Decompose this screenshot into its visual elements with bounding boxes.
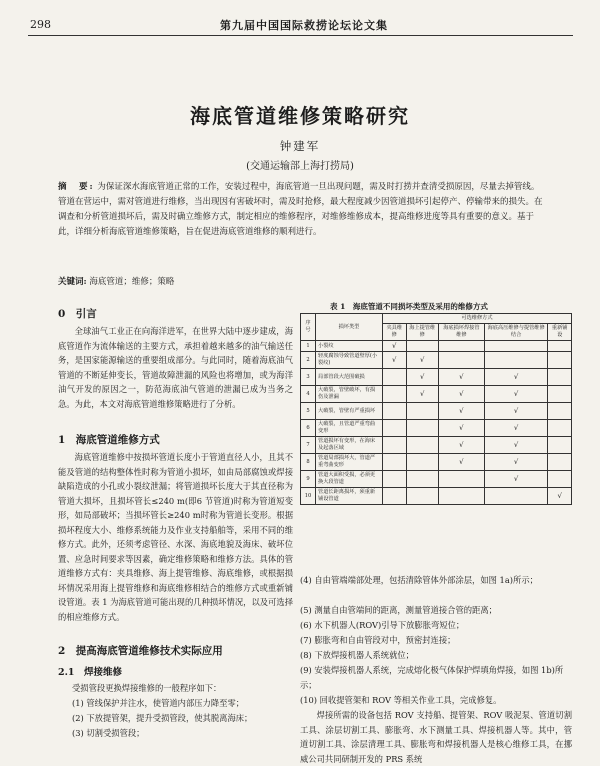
table-cell-check-mark (383, 488, 407, 505)
table-row (301, 454, 572, 471)
table-head-group: 可选维修方式 (383, 314, 572, 324)
table-row (301, 352, 572, 369)
weld-step-9: (9) 安装焊接机器人系统，完成熔化极气体保护焊填角焊接，如图 1b)所示； (300, 665, 564, 690)
table-cell-no: 8 (301, 454, 316, 471)
weld-step-5: (5) 测量自由管端间的距离，测量管道接合管的距离； (300, 605, 497, 615)
table-cell-check-mark: √ (484, 403, 548, 420)
table-cell-check-mark (548, 454, 572, 471)
table-header-row (301, 314, 572, 324)
running-header: 第九届中国国际救捞论坛论文集 (220, 19, 388, 32)
table-cell-check-mark: √ (406, 386, 438, 403)
table-cell-check-mark (383, 420, 407, 437)
table-cell-damage-type: 局部管段大范围破损 (316, 369, 383, 386)
table-cell-damage-type: 大破裂，管壁破坏，有损伤及泄漏 (316, 386, 383, 403)
table-head-type: 损坏类型 (316, 314, 383, 341)
table-cell-check-mark: √ (439, 454, 485, 471)
table-cell-check-mark: √ (406, 369, 438, 386)
table-cell-check-mark (406, 420, 438, 437)
table-cell-check-mark: √ (439, 403, 485, 420)
author: 钟建军 (279, 139, 321, 153)
table-cell-check-mark (439, 352, 485, 369)
table-row (301, 341, 572, 352)
table-cell-no: 9 (301, 471, 316, 488)
table-head-lift: 海上提管维修 (406, 324, 438, 341)
abstract-text: 为保证深水海底管道正常的工作，安装过程中，海底管道一旦出现问题，需及时打捞并查清受损原因，尽量去掉管线。管道在营运中，需对管道进行维修，当出现因有害破坏时，需及时抢修，最大程度减少因管道损坏引起停产、停输带来的损失。在调查和分析管道损坏后，需及时确立维修方式，制定相应的维修程序，对维修维修成本，提高维修进度等具有重要的意义。基于此，详细分析海底管道维修策略，旨在促进海底管道维修的顺利进行。 (58, 182, 543, 237)
table-cell-damage-type: 管道大面积受损，必须更换大段管道 (316, 471, 383, 488)
weld-step-8: (8) 下放焊接机器人系统就位； (300, 650, 414, 660)
paper-title: 海底管道维修策略研究 (190, 104, 410, 128)
table-cell-damage-type: 小裂纹 (316, 341, 383, 352)
table-row (301, 437, 572, 454)
table-row (301, 403, 572, 420)
section-2-heading: 2 提高海底管道维修技术实际应用 (58, 645, 223, 657)
table-cell-no: 4 (301, 386, 316, 403)
table-cell-check-mark (548, 420, 572, 437)
table-cell-check-mark (548, 403, 572, 420)
table-cell-check-mark: √ (484, 437, 548, 454)
table-row (301, 488, 572, 505)
keywords-text: 海底管道；维修；策略 (89, 277, 175, 287)
table-cell-damage-type: 管道长距离损坏，须重新铺设管道 (316, 488, 383, 505)
table-cell-check-mark (548, 386, 572, 403)
table-cell-no: 5 (301, 403, 316, 420)
table-cell-check-mark (548, 437, 572, 454)
section-1-paragraph: 海底管道维修中按损坏管道长度小于管道直径人小，且其不能及管道的结构整体性时称为管道小损坏，如由局部腐蚀或焊接缺陷造成的小孔或小裂纹泄漏；将管道损坏长度大于其直径称为管道大损坏，且损坏管长≤240 m(即6 节管道)时称为管道短变形，如局部破坏；当损坏管长≥240 m时称为管道长变形。根据损坏程度大小、维修系统能力及作业支持船舶等，采用不同的维修方式。此外，还须考虑管径、水深、海底地貌及海床、破坏位置、应急时间要求等因素，确定维修策略和维修方法。具体的管道维修方式有：夹具维修、海上提管维修、海底维修，或根据损坏情况采用海上提管维修和海底维修相结合的维修方式或重新铺设管道。表 1 为海底管道可能出现的几种损坏情况，以及可选择的相应维修方式。 (58, 452, 293, 622)
table-cell-check-mark (484, 341, 548, 352)
section-0-heading: 0 引言 (58, 308, 97, 320)
table-cell-check-mark: √ (439, 437, 485, 454)
table-head-clamp: 夹具维修 (383, 324, 407, 341)
table-cell-check-mark (548, 341, 572, 352)
weld-step-2: (2) 下放提管架，提升受损管段，使其脱离海床； (72, 713, 253, 723)
table-cell-check-mark (484, 488, 548, 505)
weld-step-6: (6) 水下机器人(ROV)引导下放膨胀弯短位； (300, 620, 465, 630)
repair-method-table (300, 313, 572, 505)
table-cell-damage-type: 管道损坏有变形，在海床及起落区域 (316, 437, 383, 454)
table-cell-damage-type: 大破裂，管壁有严重损坏 (316, 403, 383, 420)
table-cell-check-mark (548, 471, 572, 488)
table-cell-no: 3 (301, 369, 316, 386)
table-cell-check-mark: √ (439, 420, 485, 437)
section-0-paragraph: 全球油气工业正在向海洋进军，在世界大陆中逐步建成，海底管道作为流体输送的主要方式，承担着越来越多的油气输送任务，是国家能源输送的重要组成部分。与此同时，随着海底油气管道的不断延伸变长，管道故障泄漏的风险也将增加，或为海洋油气开发的原因之一，防范海底油气管道的泄漏已成为当务之急。为此，本文对海底管道维修策略进行了分析。 (58, 326, 293, 409)
weld-step-3: (3) 切割受损管段； (72, 728, 145, 738)
table-cell-check-mark: √ (484, 369, 548, 386)
table-row (301, 386, 572, 403)
header-rule (28, 35, 573, 36)
keywords-label: 关键词: (58, 277, 87, 287)
table-cell-check-mark: √ (406, 352, 438, 369)
table-head-relay: 重新铺设 (548, 324, 572, 341)
abstract (58, 180, 543, 240)
table-cell-check-mark (439, 471, 485, 488)
table-cell-damage-type: 轻度腐蚀导致管道壁厚(小裂纹) (316, 352, 383, 369)
weld-step-1: (1) 管线保护并注水，使管道内部压力降至零； (72, 698, 245, 708)
table-cell-check-mark (383, 369, 407, 386)
table-cell-check-mark: √ (484, 471, 548, 488)
table-cell-check-mark (406, 437, 438, 454)
table-cell-check-mark (548, 352, 572, 369)
table-cell-check-mark (383, 403, 407, 420)
table-body (301, 341, 572, 505)
table-cell-check-mark: √ (484, 420, 548, 437)
table-row (301, 420, 572, 437)
table-cell-check-mark (484, 352, 548, 369)
table-cell-check-mark (406, 488, 438, 505)
section-1-heading: 1 海底管道维修方式 (58, 434, 160, 446)
table-cell-no: 10 (301, 488, 316, 505)
weld-equipment-paragraph: 焊接所需的设备包括 ROV 支持船、提管架、ROV 吸泥泵、管道切割工具、涂层切割工具、膨胀弯、水下测量工具、焊接机器人等。其中，管道切割工具、涂层清理工具、膨胀弯和焊接机器人是核心维修工具，在挪威公司共同研制开发的 PRS 系统 (300, 710, 572, 764)
table-cell-damage-type: 管道局部损坏大，管道严重弯曲变形 (316, 454, 383, 471)
table-head-combo: 海底高压维修与提管维修结合 (484, 324, 548, 341)
page-number: 298 (30, 18, 51, 31)
table-row (301, 471, 572, 488)
table-head-no: 序号 (301, 314, 316, 341)
table-cell-no: 6 (301, 420, 316, 437)
table-cell-check-mark: √ (484, 386, 548, 403)
weld-step-10: (10) 回收提管架和 ROV 等相关作业工具，完成修复。 (300, 695, 502, 705)
table-caption: 表 1 海底管道不同损坏类型及采用的维修方式 (330, 302, 488, 311)
table-cell-check-mark: √ (548, 488, 572, 505)
table-cell-check-mark (548, 369, 572, 386)
affiliation: (交通运输部上海打捞局) (246, 161, 354, 172)
table-cell-check-mark: √ (439, 386, 485, 403)
table-cell-check-mark (383, 437, 407, 454)
table-cell-check-mark (406, 454, 438, 471)
table-cell-check-mark: √ (383, 341, 407, 352)
keywords (58, 275, 174, 287)
weld-step-4: (4) 自由管端端部处理，包括清除管体外部涂层，如图 1a)所示； (300, 575, 538, 585)
table-cell-no: 1 (301, 341, 316, 352)
abstract-label: 摘 要: (58, 182, 95, 192)
table-cell-check-mark (406, 471, 438, 488)
table-cell-damage-type: 大破裂，且管道严重弯曲变形 (316, 420, 383, 437)
table-cell-check-mark (383, 471, 407, 488)
table-row (301, 369, 572, 386)
table-cell-check-mark (383, 386, 407, 403)
table-cell-check-mark (439, 341, 485, 352)
table-head-subsea: 海底损坏焊接管维修 (439, 324, 485, 341)
table-cell-check-mark (406, 341, 438, 352)
table-cell-check-mark: √ (383, 352, 407, 369)
table-cell-check-mark (383, 454, 407, 471)
table-cell-check-mark (439, 488, 485, 505)
table-cell-no: 2 (301, 352, 316, 369)
weld-step-7: (7) 膨胀弯和自由管段对中，预密封连接； (300, 635, 456, 645)
section-2-1-heading: 2.1 焊接维修 (58, 667, 123, 678)
weld-procedure-intro: 受损管段更换焊接维修的一般程序如下： (72, 683, 222, 693)
table-cell-check-mark (406, 403, 438, 420)
table-cell-check-mark: √ (484, 454, 548, 471)
table-cell-no: 7 (301, 437, 316, 454)
table-cell-check-mark: √ (439, 369, 485, 386)
